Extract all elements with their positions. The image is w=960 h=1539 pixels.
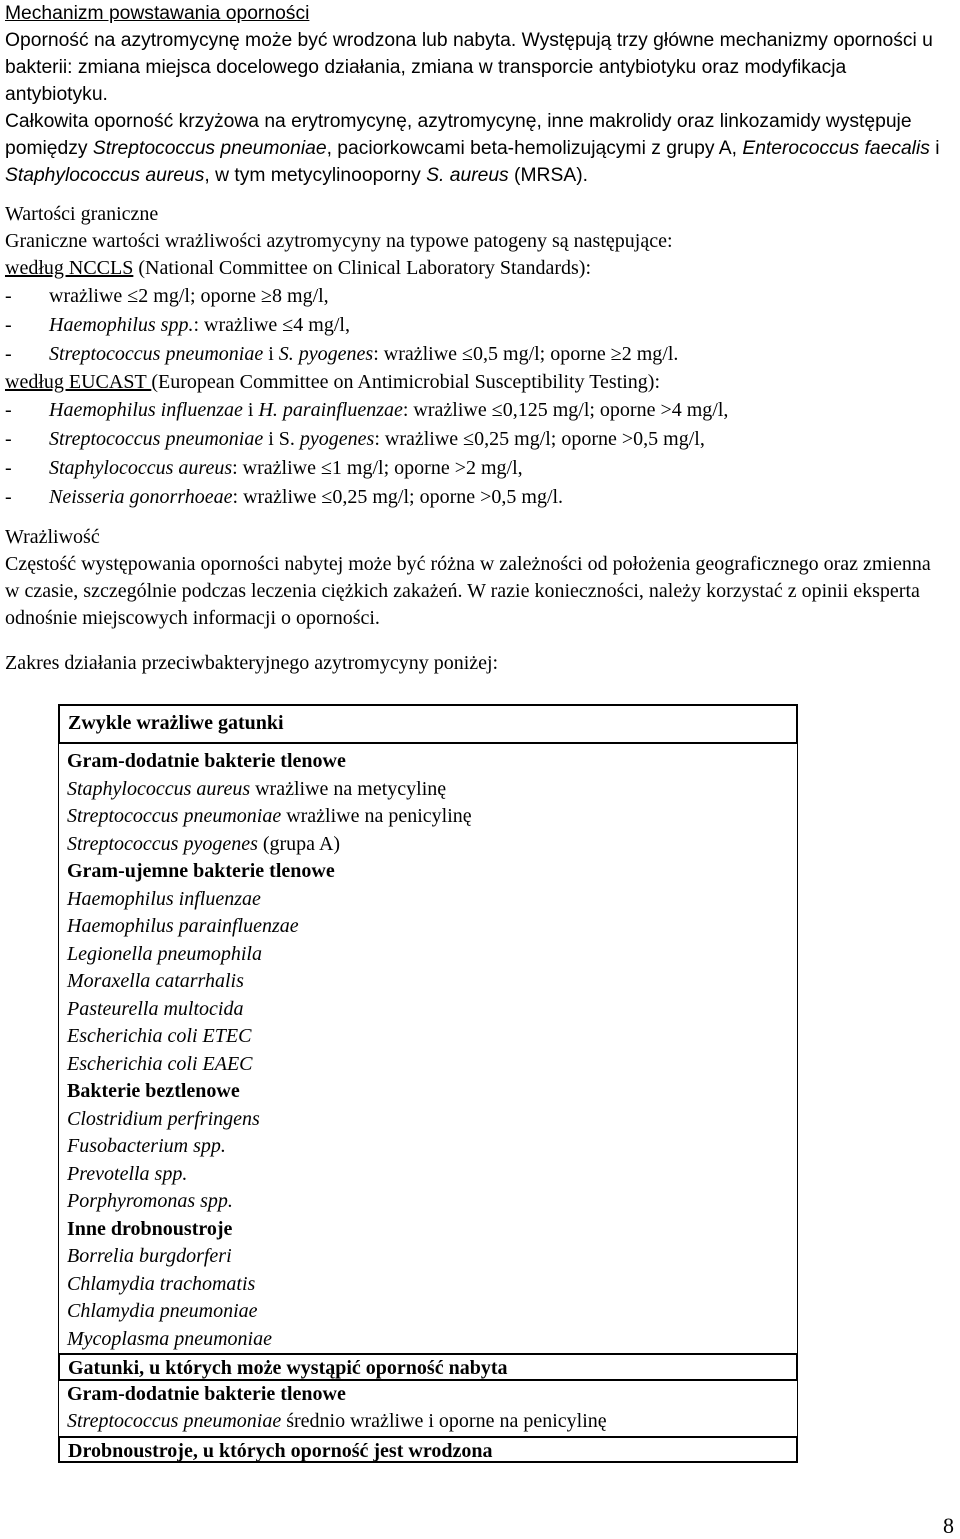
table-section-header: Drobnoustroje, u których oporność jest wrodzona <box>58 1436 798 1464</box>
table-row: Pasteurella multocida <box>58 996 798 1024</box>
table-row: Escherichia coli ETEC <box>58 1023 798 1051</box>
table-row: Legionella pneumophila <box>58 941 798 969</box>
table-row-group: Gram-ujemne bakterie tlenowe <box>58 858 798 886</box>
page-number: 8 <box>943 1513 954 1538</box>
table-row: Mycoplasma pneumoniae <box>58 1326 798 1354</box>
table-row: Moraxella catarrhalis <box>58 968 798 996</box>
range-intro: Zakres działania przeciwbakteryjnego azytromycyny poniżej: <box>5 652 499 674</box>
mechanism-heading: Mechanizm powstawania oporności <box>5 3 310 24</box>
eucast-line: według EUCAST (European Committee on Antimicrobial Susceptibility Testing): <box>5 371 661 393</box>
eucast-item: - Staphylococcus aureus: wrażliwe ≤1 mg/l; oporne >2 mg/l, <box>5 457 523 479</box>
table-row: Haemophilus parainfluenzae <box>58 913 798 941</box>
eucast-item: - Streptococcus pneumoniae i S. pyogenes: wrażliwe ≤0,25 mg/l; oporne >0,5 mg/l, <box>5 428 705 450</box>
susceptibility-paragraph: Częstość występowania oporności nabytej może być różna w zależności od położenia geograficznego oraz zmienna w czasie, szczególnie podczas leczenia ciężkich zakażeń. W razie konieczności, należy korzystać z opinii eksperta odnośnie miejscowych informacji o oporności. <box>5 553 931 629</box>
antibacterial-range-table <box>58 704 798 1463</box>
table-row: Chlamydia pneumoniae <box>58 1298 798 1326</box>
breakpoints-heading: Wartości graniczne <box>5 203 159 225</box>
table-header: Zwykle wrażliwe gatunki <box>58 704 798 744</box>
table-row-group: Gram-dodatnie bakterie tlenowe <box>58 1381 798 1409</box>
document-page <box>5 0 950 677</box>
nccls-line: według NCCLS (National Committee on Clinical Laboratory Standards): <box>5 257 592 279</box>
mechanism-paragraph-1: Oporność na azytromycynę może być wrodzona lub nabyta. Występują trzy główne mechanizmy oporności u bakterii: zmiana miejsca docelowego działania, zmiana w transporcie antybiotyku oraz modyfikacja antybiotyku. <box>5 30 933 105</box>
table-row-group: Inne drobnoustroje <box>58 1216 798 1244</box>
table-row-group: Gram-dodatnie bakterie tlenowe <box>58 748 798 776</box>
table-row: Clostridium perfringens <box>58 1106 798 1134</box>
table-row: Streptococcus pyogenes (grupa A) <box>58 831 798 859</box>
table-row-group: Bakterie beztlenowe <box>58 1078 798 1106</box>
table-section-header: Gatunki, u których może wystąpić oporność nabyta <box>58 1353 798 1381</box>
eucast-item: - Neisseria gonorrhoeae: wrażliwe ≤0,25 mg/l; oporne >0,5 mg/l. <box>5 486 564 508</box>
table-row: Streptococcus pneumoniae średnio wrażliwe i oporne na penicylinę <box>58 1408 798 1436</box>
susceptibility-heading: Wrażliwość <box>5 526 100 548</box>
table-row: Staphylococcus aureus wrażliwe na metycylinę <box>58 776 798 804</box>
table-row: Borrelia burgdorferi <box>58 1243 798 1271</box>
table-row: Escherichia coli EAEC <box>58 1051 798 1079</box>
breakpoints-intro: Graniczne wartości wrażliwości azytromycyny na typowe patogeny są następujące: <box>5 230 673 252</box>
nccls-item: - wrażliwe ≤2 mg/l; oporne ≥8 mg/l, <box>5 285 329 307</box>
table-row: Haemophilus influenzae <box>58 886 798 914</box>
nccls-item: - Streptococcus pneumoniae i S. pyogenes: wrażliwe ≤0,5 mg/l; oporne ≥2 mg/l. <box>5 343 679 365</box>
table-row: Fusobacterium spp. <box>58 1133 798 1161</box>
nccls-item: - Haemophilus spp.: wrażliwe ≤4 mg/l, <box>5 314 350 336</box>
table-row: Porphyromonas spp. <box>58 1188 798 1216</box>
eucast-item: - Haemophilus influenzae i H. parainfluenzae: wrażliwe ≤0,125 mg/l; oporne >4 mg/l, <box>5 399 729 421</box>
table-row: Streptococcus pneumoniae wrażliwe na penicylinę <box>58 803 798 831</box>
mechanism-paragraph-2: Całkowita oporność krzyżowa na erytromycynę, azytromycynę, inne makrolidy oraz linkozamidy występuje pomiędzy Streptococcus pneumoniae, paciorkowcami beta-hemolizującymi z grupy A, Enterococcus faecalis i Staphylococcus aureus, w tym metycylinooporny S. aureus (MRSA). <box>5 111 940 186</box>
table-row: Prevotella spp. <box>58 1161 798 1189</box>
table-row: Chlamydia trachomatis <box>58 1271 798 1299</box>
